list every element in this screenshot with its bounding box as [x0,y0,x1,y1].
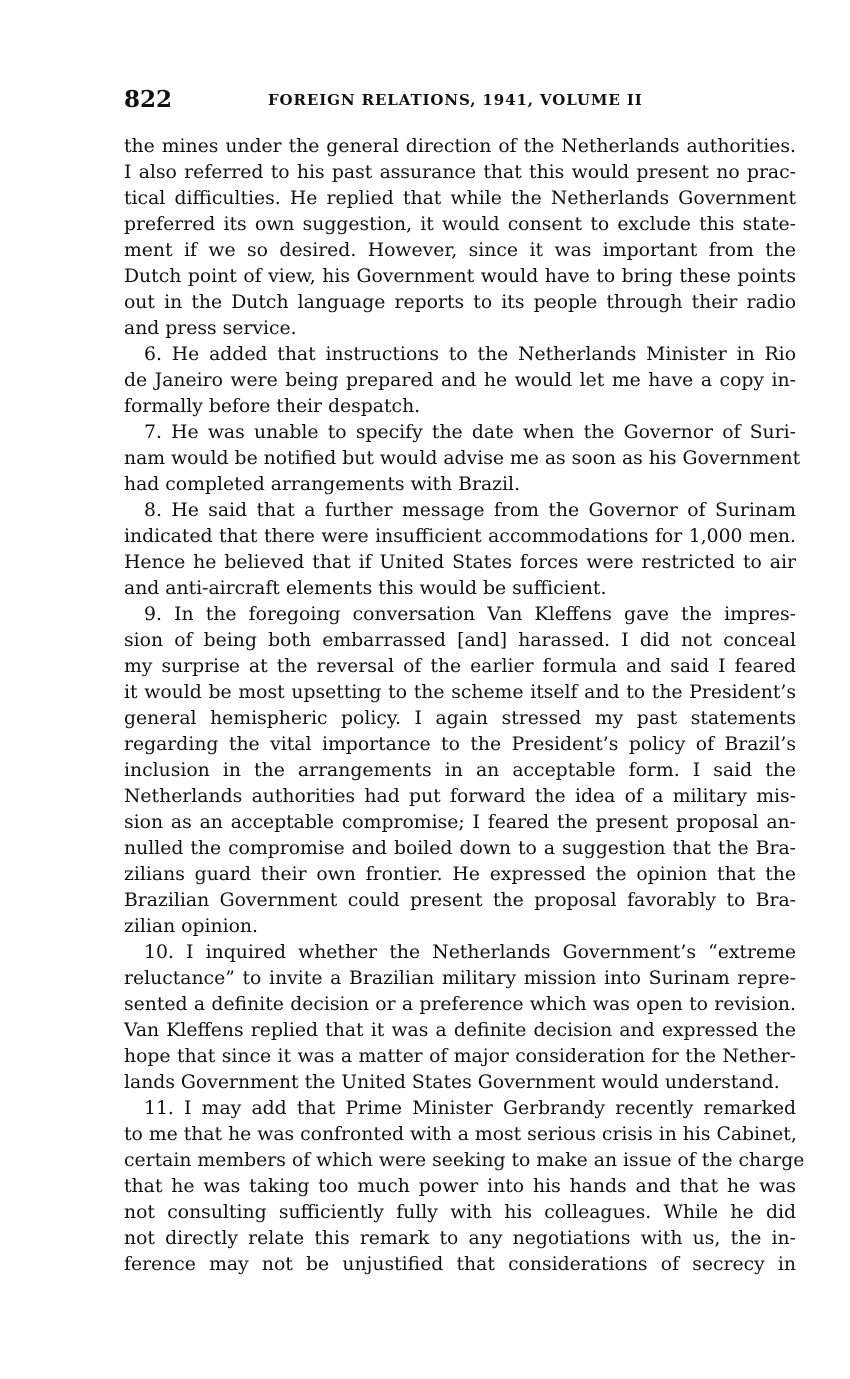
text-line: out in the Dutch language reports to its people through their radio [124,292,796,313]
text-line: 11. I may add that Prime Minister Gerbrandy recently remarked [144,1098,796,1119]
text-line: indicated that there were insufficient accommodations for 1,000 men. [124,526,796,547]
text-line: Dutch point of view, his Government would have to bring these points [124,266,796,287]
text-line: 10. I inquired whether the Netherlands Government’s “extreme [144,942,796,963]
text-line: hope that since it was a matter of major consideration for the Nether- [124,1046,796,1067]
body-text [124,134,805,1278]
text-line: Van Kleffens replied that it was a definite decision and expressed the [124,1020,796,1041]
text-line: to me that he was confronted with a most serious crisis in his Cabinet, [124,1124,797,1145]
paragraph [124,498,796,602]
text-line: 6. He added that instructions to the Netherlands Minister in Rio [144,344,796,365]
text-line: sion of being both embarrassed [and] harassed. I did not conceal [124,630,796,651]
text-line: had completed arrangements with Brazil. [124,474,521,495]
text-line: regarding the vital importance to the President’s policy of Brazil’s [124,734,796,755]
text-line: zilian opinion. [124,916,258,937]
paragraph [124,1096,805,1278]
text-line: de Janeiro were being prepared and he would let me have a copy in- [124,370,796,391]
text-line: lands Government the United States Government would understand. [124,1072,780,1093]
running-head: FOREIGN RELATIONS, 1941, VOLUME II [268,91,643,109]
page-number: 822 [124,86,173,113]
text-line: nam would be notified but would advise me as soon as his Government [124,448,801,469]
text-line: Hence he believed that if United States forces were restricted to air [124,552,796,573]
text-line: and press service. [124,318,297,339]
paragraph [124,342,796,420]
text-line: inclusion in the arrangements in an acceptable form. I said the [124,760,796,781]
text-line: it would be most upsetting to the scheme itself and to the President’s [124,682,796,703]
paragraph [124,134,796,342]
text-line: formally before their despatch. [124,396,421,417]
text-line: not directly relate this remark to any negotiations with us, the in- [124,1228,796,1249]
text-line: not consulting sufficiently fully with his colleagues. While he did [124,1202,796,1223]
text-line: sion as an acceptable compromise; I feared the present proposal an- [124,812,796,833]
text-line: Netherlands authorities had put forward the idea of a military mis- [124,786,796,807]
text-line: nulled the compromise and boiled down to a suggestion that the Bra- [124,838,796,859]
text-line: ference may not be unjustified that considerations of secrecy in [124,1254,796,1275]
text-line: 8. He said that a further message from the Governor of Surinam [144,500,796,521]
text-line: preferred its own suggestion, it would consent to exclude this state- [124,214,796,235]
paragraph [124,602,796,940]
text-line: I also referred to his past assurance that this would present no prac- [124,162,796,183]
text-line: my surprise at the reversal of the earlier formula and said I feared [124,656,796,677]
text-line: zilians guard their own frontier. He expressed the opinion that the [124,864,796,885]
paragraph [124,420,801,498]
text-line: tical difficulties. He replied that while the Netherlands Government [124,188,796,209]
text-line: that he was taking too much power into his hands and that he was [124,1176,796,1197]
text-line: the mines under the general direction of the Netherlands authorities. [124,136,796,157]
text-line: Brazilian Government could present the proposal favorably to Bra- [124,890,796,911]
page-header [124,86,796,114]
text-line: certain members of which were seeking to make an issue of the charge [124,1150,805,1171]
paragraph [124,940,796,1096]
text-line: reluctance” to invite a Brazilian military mission into Surinam repre- [124,968,796,989]
text-line: sented a definite decision or a preference which was open to revision. [124,994,796,1015]
text-line: ment if we so desired. However, since it was important from the [124,240,796,261]
text-line: and anti-aircraft elements this would be sufficient. [124,578,607,599]
text-line: 7. He was unable to specify the date when the Governor of Suri- [144,422,796,443]
text-line: 9. In the foregoing conversation Van Kleffens gave the impres- [144,604,796,625]
text-line: general hemispheric policy. I again stressed my past statements [124,708,796,729]
